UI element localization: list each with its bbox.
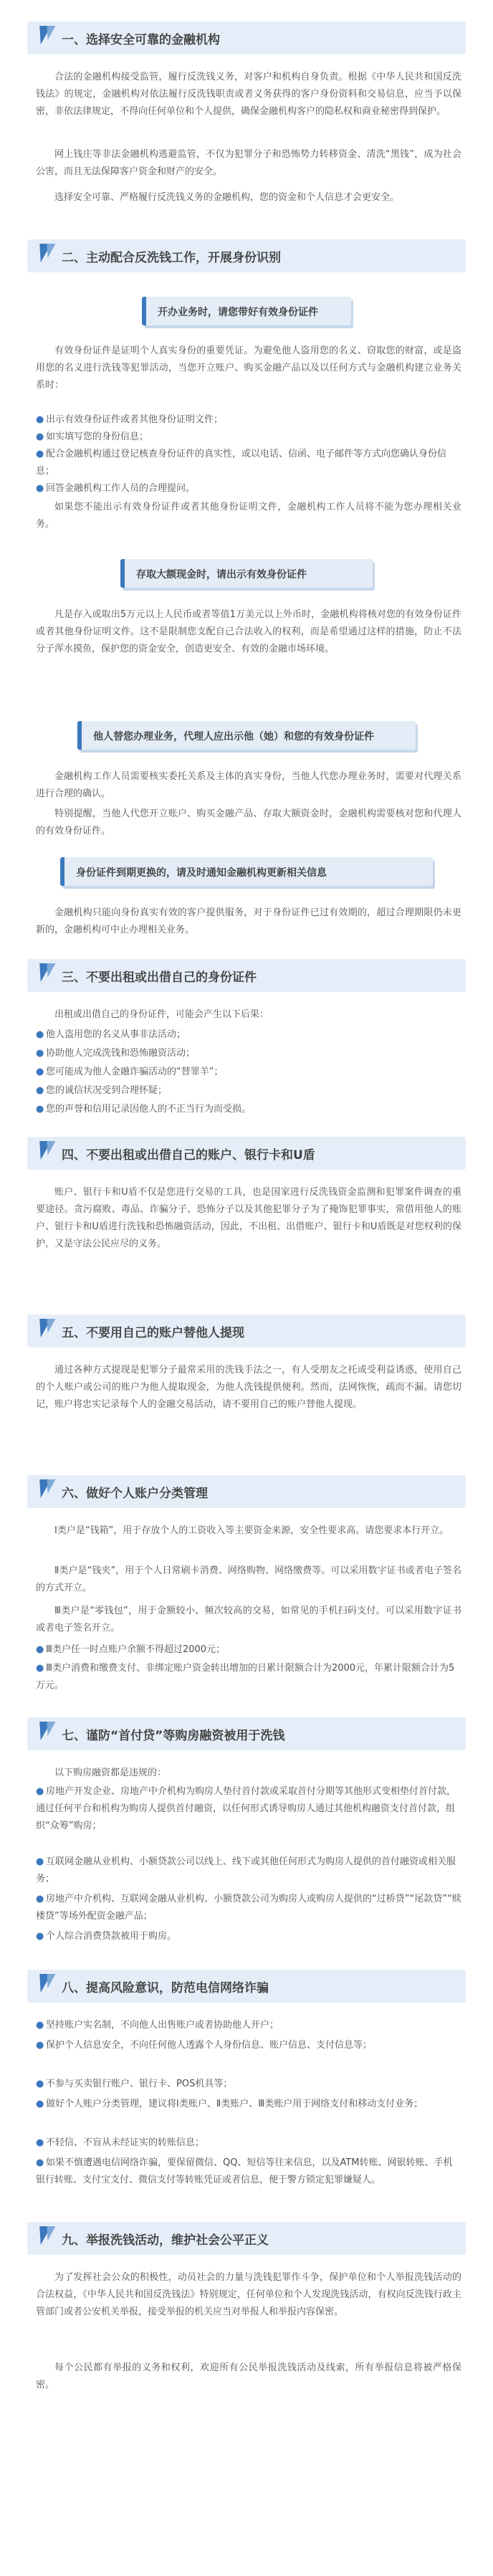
list-item-text: Ⅲ类户任一时点账户余额不得超过2000元； — [46, 1644, 226, 1655]
section-3-title: 三、不要出租或出借自己的身份证件 — [62, 970, 257, 985]
bullet-icon: ● — [36, 1085, 44, 1096]
list-item-text: 他人盗用您的名义从事非法活动； — [46, 1029, 186, 1040]
bullet-icon: ● — [36, 1029, 44, 1040]
list-item — [36, 1045, 461, 1062]
list-item — [36, 1101, 461, 1118]
section-8-header — [27, 1970, 466, 2003]
section-1-paragraph: 网上钱庄等非法金融机构逃避监管，不仅为犯罪分子和恐怖势力转移资金、清洗“黑钱”，成为社会公害，而且无法保障客户资金和财产的安全。 — [36, 149, 461, 177]
section-6-header — [27, 1475, 466, 1508]
list-item — [36, 1064, 461, 1081]
subsection-2-2-paragraph: 凡是存入或取出5万元以上人民币或者等值1万美元以上外币时，金融机构将核对您的有效身份证件或者其他身份证明文件。这不是限制您支配自己合法收入的权利，而是希望通过这样的措施，防止不法分子浑水摸鱼，保护您的资金安全，创造更安全、有效的金融市场环境。 — [36, 609, 461, 654]
subsection-2-4-paragraph: 金融机构只能向身份真实有效的客户提供服务，对于身份证件已过有效期的，超过合理期限仍未更新的，金融机构可中止办理相关业务。 — [36, 907, 461, 935]
bullet-icon: ● — [36, 1894, 44, 1904]
list-item-text: 回答金融机构工作人员的合理提问。 — [46, 483, 196, 494]
subsection-2-3-paragraph: 特别提醒，当他人代您开立账户、购买金融产品、存取大额资金时，金融机构需要核对您和代理人的有效身份证件。 — [36, 808, 461, 836]
section-6-paragraph: Ⅱ类户是“钱夹”，用于个人日常刷卡消费、网络购物、网络缴费等。可以采用数字证书或者电子签名的方式开立。 — [36, 1565, 461, 1593]
bullet-icon: ● — [36, 483, 44, 494]
section-9-header — [27, 2222, 466, 2255]
bullet-icon: ● — [36, 1067, 44, 1077]
list-item — [36, 2037, 461, 2054]
subsection-2-1-header — [142, 297, 351, 325]
subheader-bar — [142, 297, 146, 325]
bullet-icon: ● — [36, 431, 44, 442]
list-item — [36, 1854, 461, 1888]
section-9-paragraph: 为了发挥社会公众的积极性，动员社会的力量与洗钱犯罪作斗争，保护单位和个人举报洗钱活动的合法权益，《中华人民共和国反洗钱法》特别规定，任何单位和个人发现洗钱活动，有权向反洗钱行政主管部门或者公安机关举报，接受举报的机关应当对举报人和举报内容保密。 — [36, 2272, 461, 2317]
subsection-2-1-title: 开办业务时，请您带好有效身份证件 — [158, 307, 318, 318]
bullet-icon: ● — [36, 449, 44, 459]
bullet-icon: ● — [36, 414, 44, 425]
list-item-text: 如果不慎遭遇电信网络诈骗，要保留微信、QQ、短信等往来信息，以及ATM转账、网银转账、手机银行转账、支付宝支付、微信支付等转账凭证或者信息，便于警方锁定犯罪嫌疑人。 — [36, 2157, 453, 2185]
list-item-text: 协助他人完成洗钱和恐怖融资活动； — [46, 1048, 196, 1059]
section-5-paragraph: 通过各种方式提现是犯罪分子最常采用的洗钱手法之一，有人受朋友之托或受利益诱惑，使用自己的个人账户或公司的账户为他人提取现金，为他人洗钱提供便利。然而，法网恢恢，疏而不漏。请您切记，账户将忠实记录每个人的金融交易活动，请不要用自己的账户替他人提现。 — [36, 1365, 461, 1410]
list-item-text: 您的诚信状况受到合理怀疑； — [46, 1085, 168, 1096]
list-item-text: 不轻信、不盲从未经证实的转账信息； — [46, 2137, 205, 2148]
section-4-header — [27, 1137, 466, 1170]
section-8-title: 八、提高风险意识，防范电信网络诈骗 — [62, 1981, 269, 1995]
bullet-icon: ● — [36, 2040, 44, 2051]
section-1-title: 一、选择安全可靠的金融机构 — [62, 33, 220, 47]
list-item — [36, 446, 461, 480]
list-item — [36, 2017, 461, 2034]
bullet-icon: ● — [36, 1663, 44, 1674]
list-item-text: 您的声誉和信用记录因他人的不正当行为而受损。 — [46, 1104, 252, 1115]
list-item — [36, 429, 461, 446]
section-1-header — [27, 22, 466, 54]
bullet-icon: ● — [36, 2157, 44, 2168]
bullet-icon: ● — [36, 1644, 44, 1655]
list-item — [36, 1891, 461, 1925]
subsection-2-2-title: 存取大额现金时，请出示有效身份证件 — [136, 569, 307, 581]
list-item — [36, 1082, 461, 1099]
bullet-icon: ● — [36, 1856, 44, 1867]
section-4-title: 四、不要出租或出借自己的账户、银行卡和U盾 — [62, 1148, 315, 1163]
list-item — [36, 2155, 461, 2189]
section-2-header — [27, 239, 466, 272]
list-item-text: 坚持账户实名制，不向他人出售账户或者协助他人开户； — [46, 2020, 279, 2031]
bullet-icon: ● — [36, 1931, 44, 1942]
section-6-paragraph: Ⅰ类户是“钱箱”，用于存放个人的工资收入等主要资金来源，安全性要求高。请您要求本行开立。 — [54, 1525, 449, 1536]
list-item-text: 个人综合消费贷款被用于购房。 — [46, 1931, 177, 1942]
list-item — [36, 1026, 461, 1044]
section-6-paragraph: Ⅲ类户是“零钱包”，用于金额较小、频次较高的交易，如常见的手机扫码支付。可以采用数字证书或者电子签名开立。 — [36, 1606, 461, 1633]
list-item-text: 做好个人账户分类管理，建议将Ⅰ类账户、Ⅱ类账户、Ⅲ类账户用于网络支付和移动支付业务； — [46, 2099, 423, 2109]
list-item-text: 房地产开发企业、房地产中介机构为购房人垫付首付款或采取首付分期等其他形式变相垫付首付款，通过任何平台和机构为购房人提供首付融资，以任何形式诱导购房人通过其他机构融资支付首付款，组织“众筹”购房； — [36, 1786, 456, 1831]
section-1-paragraph: 选择安全可靠、严格履行反洗钱义务的金融机构，您的资金和个人信息才会更安全。 — [54, 192, 400, 203]
subsection-2-3-title: 他人替您办理业务，代理人应出示他（她）和您的有效身份证件 — [93, 731, 374, 743]
bullet-icon: ● — [36, 2099, 44, 2109]
bullet-icon: ● — [36, 1048, 44, 1059]
list-item-text: 配合金融机构通过登记核查身份证件的真实性，或以电话、信函、电子邮件等方式向您确认身份信息； — [36, 449, 447, 477]
section-2-title: 二、主动配合反洗钱工作，开展身份识别 — [62, 251, 281, 265]
bullet-icon: ● — [36, 2020, 44, 2031]
subsection-2-3-header — [77, 721, 416, 750]
list-item-text: 您可能成为他人金融诈骗活动的“替罪羊”； — [46, 1067, 224, 1077]
list-item-text: 如实填写您的身份信息； — [46, 431, 149, 442]
list-item — [36, 1641, 461, 1659]
subsection-2-3-paragraph: 金融机构工作人员需要核实委托关系及主体的真实身份，当他人代您办理业务时，需要对代理关系进行合理的确认。 — [36, 771, 461, 799]
list-item — [36, 2134, 461, 2152]
list-item-text: 房地产中介机构、互联网金融从业机构、小额贷款公司为购房人或购房人提供的“过桥贷”“尾款贷”“赎楼贷”等场外配资金融产品； — [36, 1894, 461, 1922]
section-7-lead: 以下购房融资都是违规的： — [54, 1768, 167, 1778]
list-item-text: 出示有效身份证件或者其他身份证明文件； — [46, 414, 224, 425]
list-item — [36, 1660, 461, 1694]
subsection-2-1-paragraph: 有效身份证件是证明个人真实身份的重要凭证。为避免他人盗用您的名义、窃取您的财富，或是盗用您的名义进行洗钱等犯罪活动，当您开立账户、购买金融产品以及以任何方式与金融机构建立业务关系时： — [36, 345, 461, 391]
subheader-bar — [60, 857, 64, 886]
section-3-header — [27, 959, 466, 992]
section-3-lead: 出租或出借自己的身份证件，可能会产生以下后果： — [54, 1009, 269, 1020]
section-4-paragraph: 账户、银行卡和U盾不仅是您进行交易的工具，也是国家进行反洗钱资金监测和犯罪案件调查的重要途径。贪污腐败、毒品、诈骗分子、恐怖分子以及其他犯罪分子为了掩饰犯罪事实，常借用他人的账户、银行卡和U盾进行洗钱和恐怖融资活动，因此，不出租、出借账户、银行卡和U盾既是对您权利的保护，又是守法公民应尽的义务。 — [36, 1187, 461, 1249]
list-item — [36, 1783, 461, 1835]
list-item — [36, 2076, 461, 2093]
list-item-text: 保护个人信息安全，不向任何他人透露个人身份信息、账户信息、支付信息等； — [46, 2040, 373, 2051]
section-5-header — [27, 1315, 466, 1347]
bullet-icon: ● — [36, 2079, 44, 2089]
subsection-2-2-header — [120, 559, 373, 588]
section-6-title: 六、做好个人账户分类管理 — [62, 1487, 208, 1501]
section-7-title: 七、谨防“首付贷”等购房融资被用于洗钱 — [62, 1729, 285, 1743]
section-9-paragraph: 每个公民都有举报的义务和权利，欢迎所有公民举报洗钱活动及线索，所有举报信息将被严格保密。 — [36, 2362, 461, 2390]
subheader-bar — [120, 559, 125, 588]
list-item-text: 互联网金融从业机构、小额贷款公司以线上、线下或其他任何形式为购房人提供的首付融资或相关服务； — [36, 1856, 456, 1884]
bullet-icon: ● — [36, 1104, 44, 1115]
subsection-2-4-header — [60, 857, 433, 886]
section-7-header — [27, 1717, 466, 1750]
list-item — [36, 411, 461, 429]
list-item — [36, 480, 461, 497]
section-5-title: 五、不要用自己的账户替他人提现 — [62, 1326, 244, 1340]
bullet-icon: ● — [36, 1786, 44, 1797]
subheader-bar — [77, 721, 82, 750]
subsection-2-1-note: 如果您不能出示有效身份证件或者其他身份证明文件，金融机构工作人员将不能为您办理相关业务。 — [36, 502, 461, 530]
bullet-icon: ● — [36, 2137, 44, 2148]
section-9-title: 九、举报洗钱活动，维护社会公平正义 — [62, 2233, 269, 2248]
list-item-text: 不参与买卖银行账户、银行卡、POS机具等； — [46, 2079, 233, 2089]
list-item — [36, 2096, 461, 2113]
list-item-text: Ⅲ类户消费和缴费支付、非绑定账户资金转出增加的日累计限额合计为2000元，年累计限额合计为5万元。 — [36, 1663, 455, 1691]
subsection-2-4-title: 身份证件到期更换的，请及时通知金融机构更新相关信息 — [76, 867, 327, 879]
list-item — [36, 1928, 461, 1945]
section-1-paragraph: 合法的金融机构接受监管，履行反洗钱义务，对客户和机构自身负责。根据《中华人民共和国反洗钱法》的规定，金融机构对依法履行反洗钱职责或者义务获得的客户身份资料和交易信息，应当予以保密，非依法律规定，不得向任何单位和个人提供，确保金融机构客户的隐私权和商业秘密得到保护。 — [36, 72, 461, 117]
